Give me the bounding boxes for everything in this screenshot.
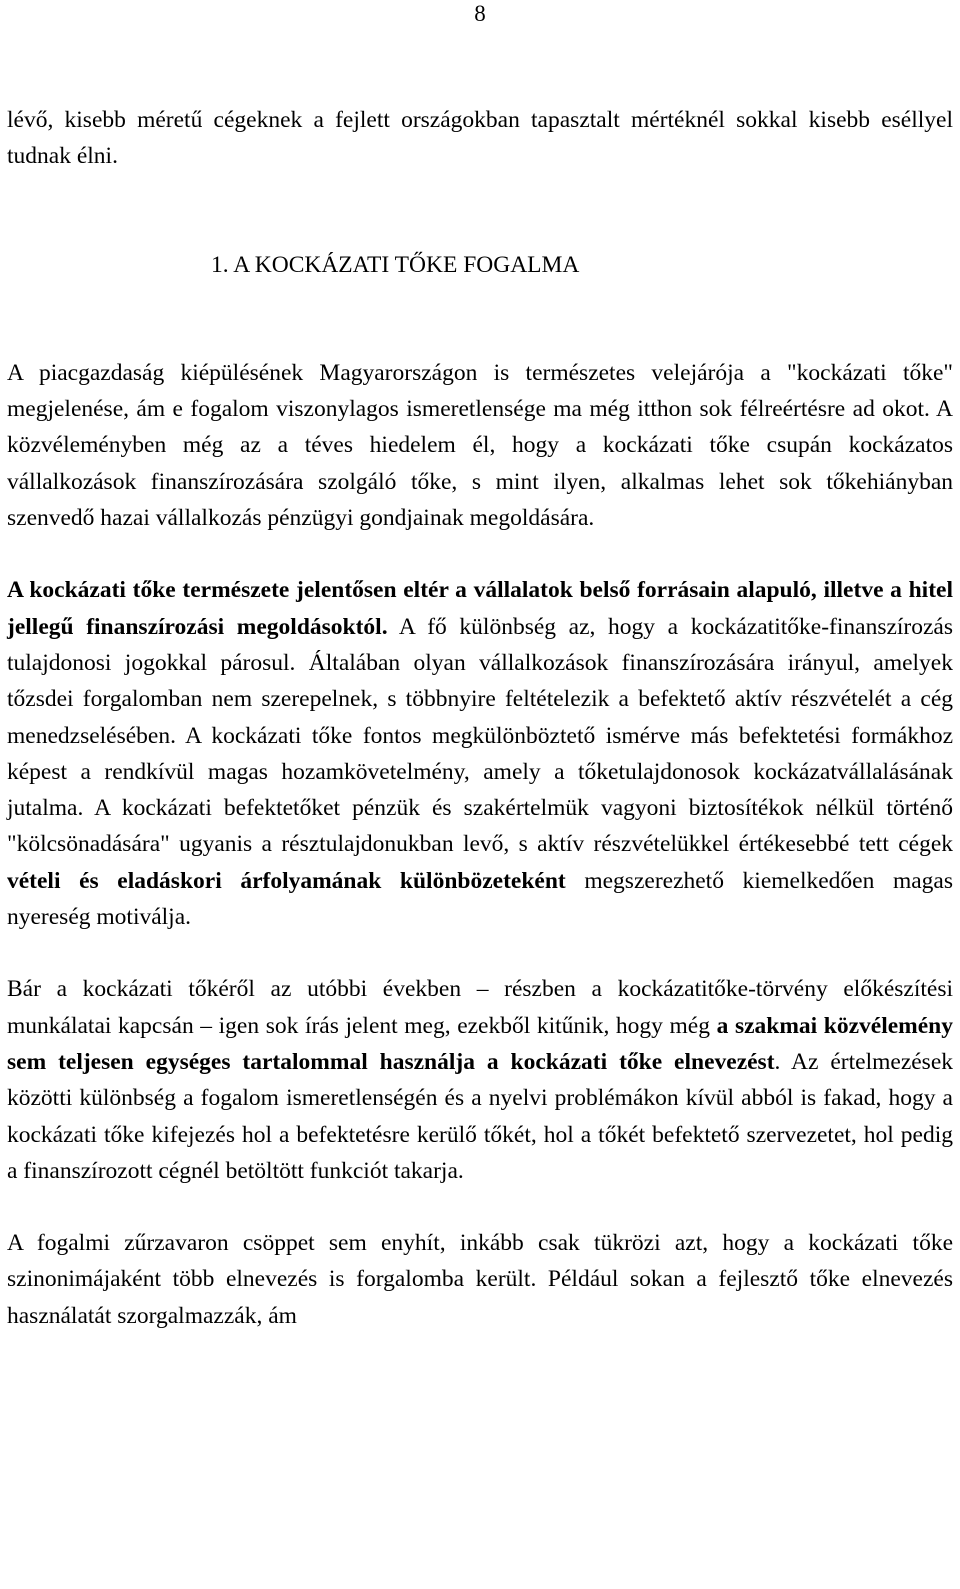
bold-phrase: a szakmai közvélemény sem teljesen egységes tartalommal használja a kockázati tőke elnevezést [7, 1012, 954, 1075]
paragraph-text: . Az értelmezések közötti különbség a fogalom ismeretlenségén és a nyelvi problémákon kívül abból is fakad, hogy a kockázati tőke kifejezés hol a befektetésre kerülő tőkét, hol a tőkét befektető szervezetet, hol pedig a finanszírozott cégnél betöltött funkciót takarja. [7, 1048, 954, 1184]
intro-paragraph: lévő, kisebb méretű cégeknek a fejlett országokban tapasztalt mértéknél sokkal kisebb eséllyel tudnak élni. [7, 107, 953, 170]
document-body [7, 102, 953, 1334]
paragraph-nature [7, 572, 953, 935]
bold-statement: A kockázati tőke természete jelentősen eltér a vállalatok belső forrásain alapuló, illetve a hitel jellegű finanszírozási megoldásoktól. [7, 577, 953, 640]
bold-phrase: vételi és eladáskori árfolyamának különbözeteként [7, 867, 566, 894]
page-number: 8 [474, 1, 486, 26]
paragraph-text: megszerezhető kiemelkedően magas nyereség motiválja. [7, 867, 954, 931]
paragraph-text: A fő különbség az, hogy a kockázatitőke-finanszírozás tulajdonosi jogokkal párosul. Általában olyan vállalkozások finanszírozására irányul, amelyek tőzsdei forgalomban nem szerepelnek, s többnyire feltételezik a befektető aktív részvételét a cég menedzselésében. A kockázati tőke fontos megkülönböztető ismérve más befektetési formákhoz képest a rendkívül magas hozamkövetelmény, amely a tőketulajdonosok kockázatvállalásának jutalma. A kockázati befektetőket pénzük és szakértelmük vagyoni biztosítékok nélkül történő "kölcsönadására" ugyanis a résztulajdonukban levő, s aktív részvételükkel értékesebbé tett cégek [7, 613, 954, 858]
section-heading: 1. A KOCKÁZATI TŐKE FOGALMA [211, 251, 580, 278]
paragraph-definition: A piacgazdaság kiépülésének Magyarországon is természetes velejárója a "kockázati tőke" megjelenése, ám e fogalom viszonylagos ismeretlensége ma még itthon sok félreértésre ad okot. A közvéleményben még az a téves hiedelem él, hogy a kockázati tőke csupán kockázatos vállalkozások finanszírozására szolgáló tőke, s mint ilyen, alkalmas lehet sok tőkehiányban szenvedő hazai vállalkozás pénzügyi gondjainak megoldására. [7, 359, 953, 532]
paragraph-interpretation [7, 971, 953, 1189]
paragraph-synonyms: A fogalmi zűrzavaron csöppet sem enyhít, inkább csak tükrözi azt, hogy a kockázati tőke szinonimájaként több elnevezés is forgalomba került. Például sokan a fejlesztő tőke elnevezés használatát szorgalmazzák, ám [7, 1230, 953, 1329]
paragraph-text: Bár a kockázati tőkéről az utóbbi években – részben a kockázatitőke-törvény előkészítési munkálatai kapcsán – igen sok írás jelent meg, ezekből kitűnik, hogy még [7, 976, 953, 1039]
